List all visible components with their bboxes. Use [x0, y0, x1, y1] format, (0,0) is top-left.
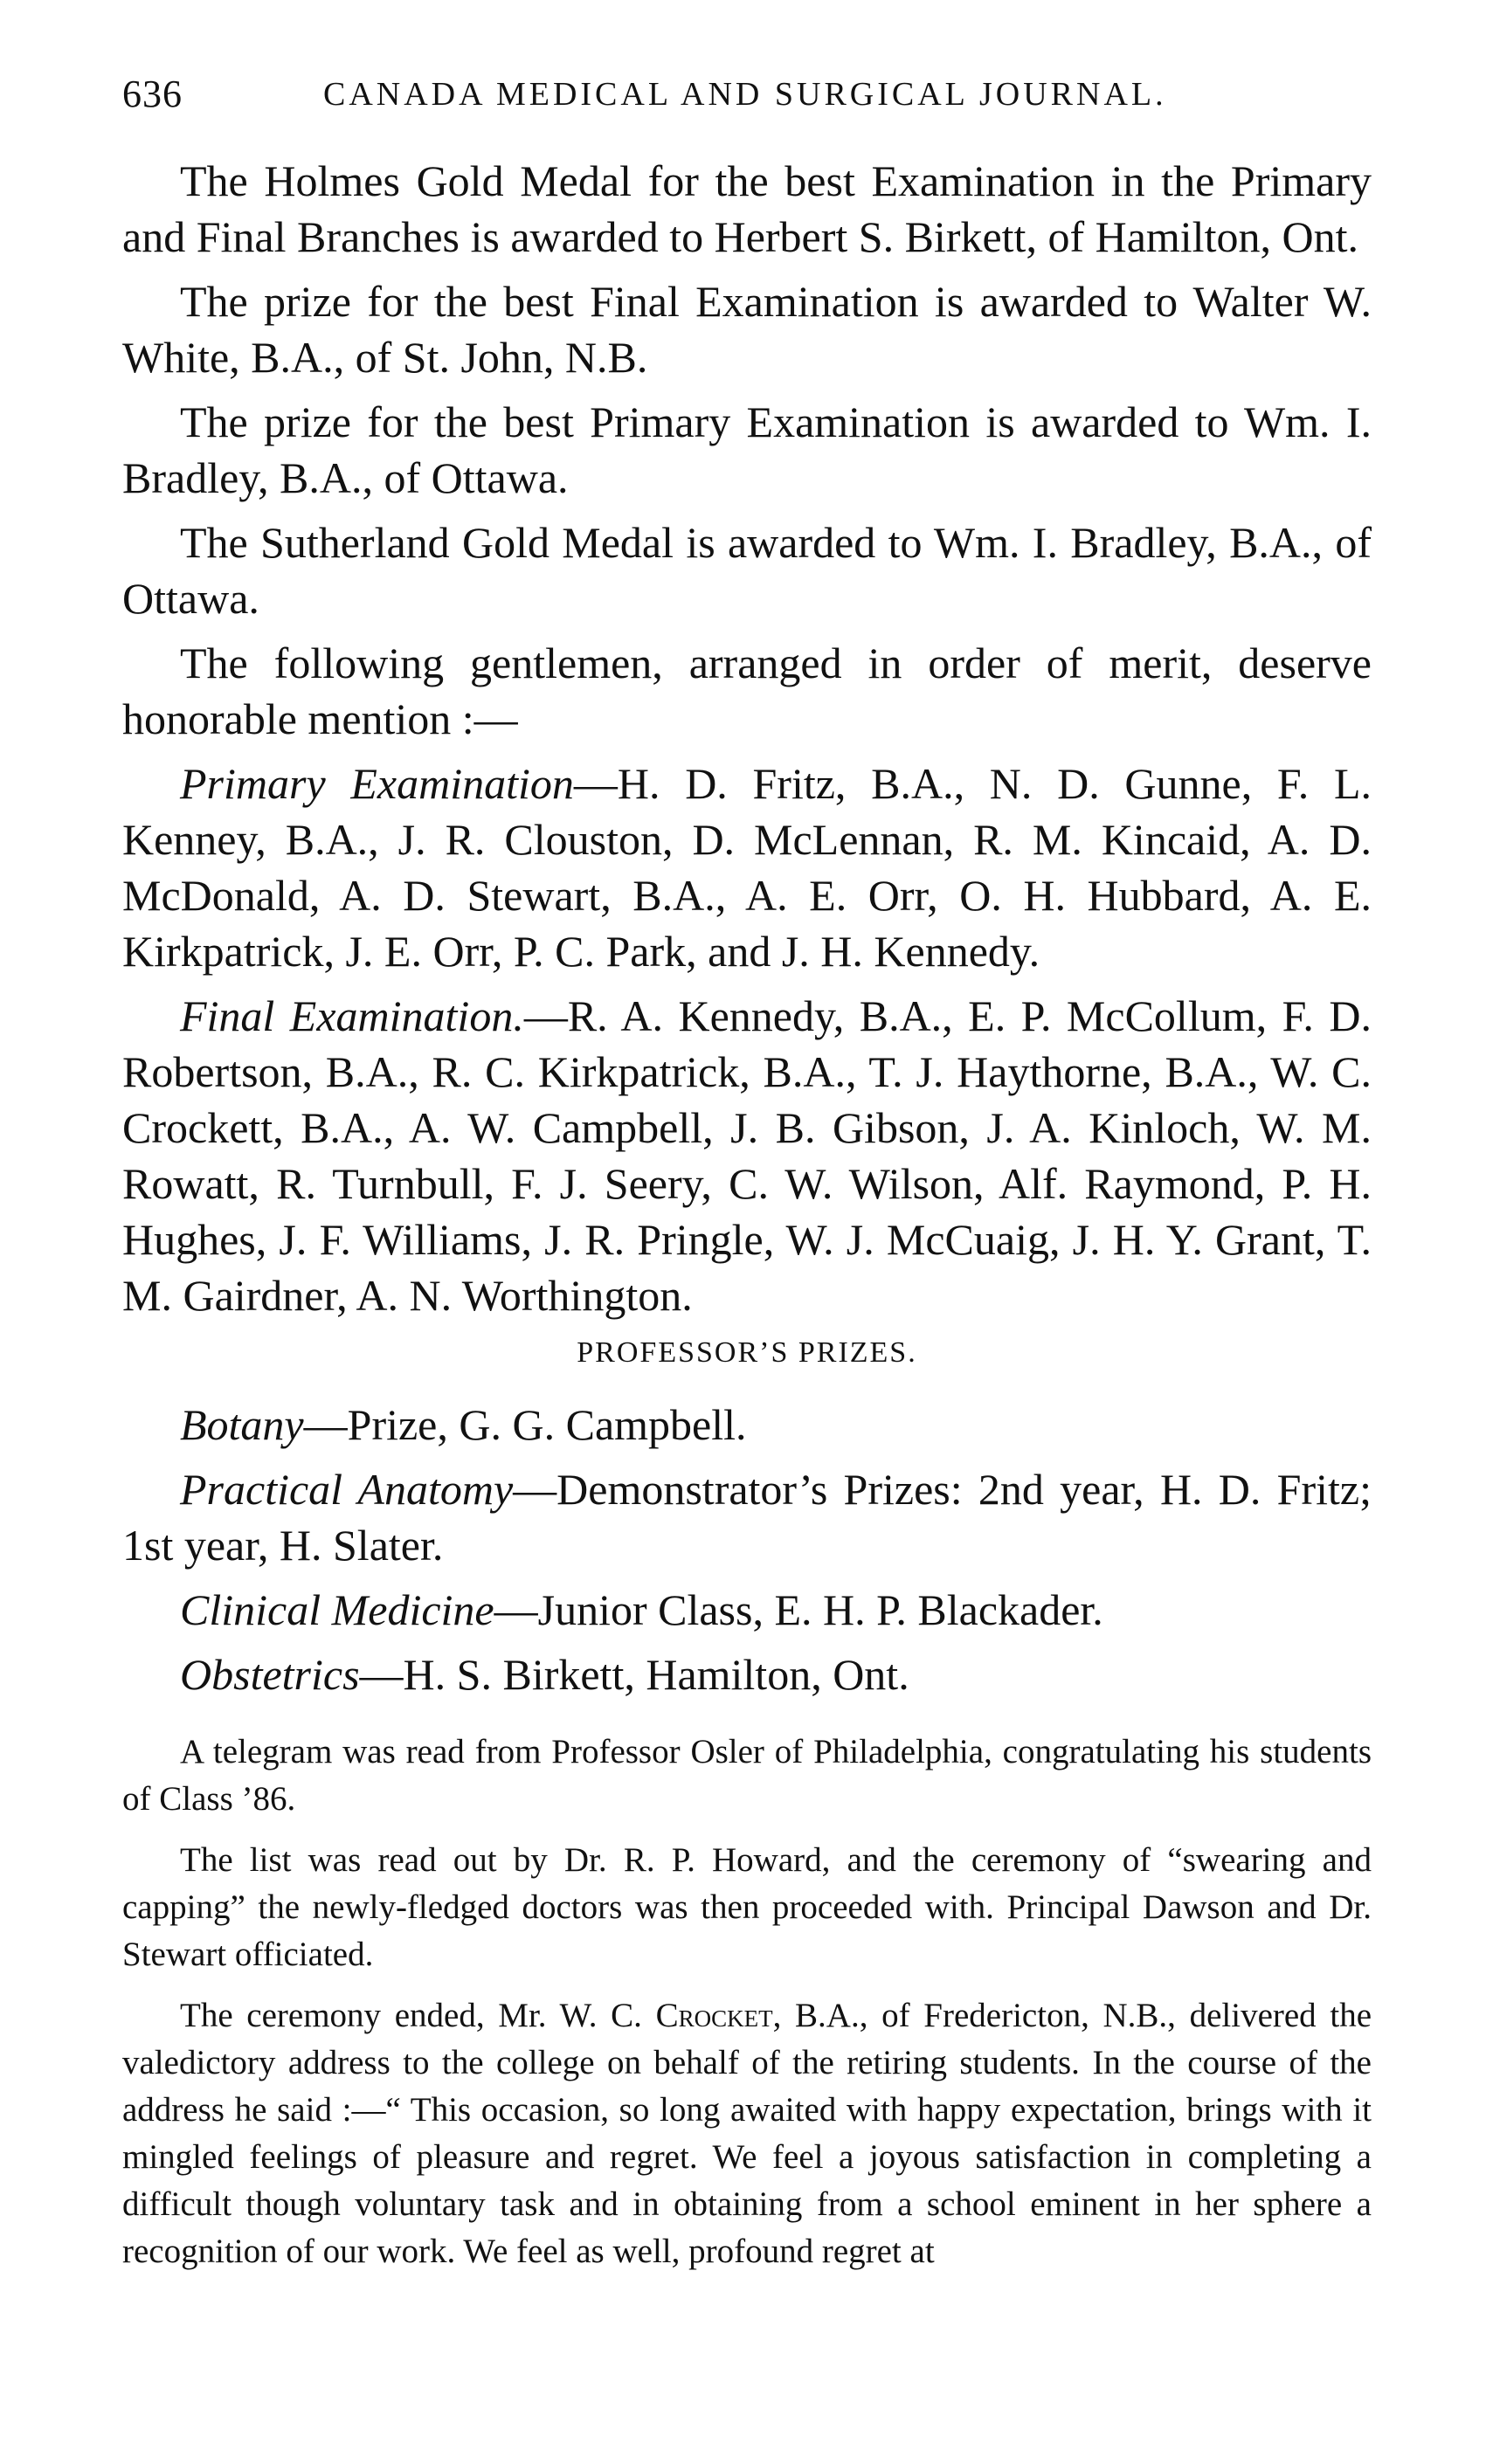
- final-examination-label: Final Examination.: [180, 991, 524, 1040]
- valedictory-speaker: Crocket: [655, 1997, 773, 2034]
- telegram-paragraph: A telegram was read from Professor Osler of Philadelphia, congratulating his students of Class ’86.: [122, 1733, 1372, 1818]
- prize-clinical-medicine-text: —Junior Class, E. H. P. Blackader.: [494, 1585, 1103, 1634]
- journal-title: CANADA MEDICAL AND SURGICAL JOURNAL.: [323, 76, 1167, 113]
- prize-practical-anatomy-text: —Demonstrator’s Prizes: 2nd year, H. D. Fritz; 1st year, H. Slater.: [122, 1465, 1372, 1570]
- prize-botany: [122, 1397, 1372, 1453]
- award-final-prize: The prize for the best Final Examination is awarded to Walter W. White, B.A., of St. John, N.B.: [122, 277, 1372, 382]
- prize-obstetrics-label: Obstetrics: [180, 1650, 360, 1699]
- final-examination-list: [122, 988, 1372, 1323]
- valedictory-before: The ceremony ended, Mr. W. C.: [180, 1997, 656, 2034]
- primary-examination-label: Primary Examination: [180, 759, 574, 808]
- primary-examination-list: [122, 756, 1372, 979]
- prize-clinical-medicine: [122, 1582, 1372, 1638]
- primary-examination-names: —H. D. Fritz, B.A., N. D. Gunne, F. L. Kenney, B.A., J. R. Clouston, D. McLennan, R. M. Kincaid, A. D. McDonald, A. D. Stewart, B.A., A. E. Orr, O. H. Hubbard, A. E. Kirkpatrick, J. E. Orr, P. C. Park, and J. H. Kennedy.: [122, 759, 1372, 976]
- running-head: [122, 63, 1372, 115]
- award-sutherland-medal: The Sutherland Gold Medal is awarded to Wm. I. Bradley, B.A., of Ottawa.: [122, 518, 1372, 623]
- valedictory-paragraph: [122, 1992, 1372, 2275]
- prize-practical-anatomy-label: Practical Anatomy: [180, 1465, 514, 1514]
- award-primary-prize: The prize for the best Primary Examination is awarded to Wm. I. Bradley, B.A., of Ottawa.: [122, 397, 1372, 502]
- ceremony-paragraph: The list was read out by Dr. R. P. Howard, and the ceremony of “swearing and capping” the newly-fledged doctors was then proceeded with. Principal Dawson and Dr. Stewart officiated.: [122, 1841, 1372, 1973]
- valedictory-after: , B.A., of Fredericton, N.B., delivered the valedictory address to the college on behalf of the retiring students. In the course of the address he said :—“ This occasion, so long awaited with happy expectation, brings with it mingled feelings of pleasure and regret. We feel a joyous satisfaction in completing a difficult though voluntary task and in obtaining from a school eminent in her sphere a recognition of our work. We feel as well, profound regret at: [122, 1997, 1372, 2270]
- prize-botany-text: —Prize, G. G. Campbell.: [303, 1400, 747, 1449]
- page-number: 636: [122, 72, 183, 115]
- page-body: [122, 153, 1372, 2289]
- professors-prizes-heading: PROFESSOR’S PRIZES.: [577, 1336, 917, 1369]
- prize-obstetrics-text: —H. S. Birkett, Hamilton, Ont.: [359, 1650, 909, 1699]
- prize-practical-anatomy: [122, 1461, 1372, 1573]
- award-holmes-medal: The Holmes Gold Medal for the best Examination in the Primary and Final Branches is awarded to Herbert S. Birkett, of Hamilton, Ont.: [122, 156, 1372, 261]
- final-examination-names: —R. A. Kennedy, B.A., E. P. McCollum, F. D. Robertson, B.A., R. C. Kirkpatrick, B.A., T. J. Haythorne, B.A., W. C. Crockett, B.A., A. W. Campbell, J. B. Gibson, J. A. Kinloch, W. M. Rowatt, R. Turnbull, F. J. Seery, C. W. Wilson, Alf. Raymond, P. H. Hughes, J. F. Williams, J. R. Pringle, W. J. McCuaig, J. H. Y. Grant, T. M. Gairdner, A. N. Worthington.: [122, 991, 1372, 1320]
- prize-clinical-medicine-label: Clinical Medicine: [180, 1585, 494, 1634]
- prize-obstetrics: [122, 1646, 1372, 1702]
- honorable-mention-intro: The following gentlemen, arranged in order of merit, deserve honorable mention :—: [122, 638, 1372, 743]
- prize-botany-label: Botany: [180, 1400, 304, 1449]
